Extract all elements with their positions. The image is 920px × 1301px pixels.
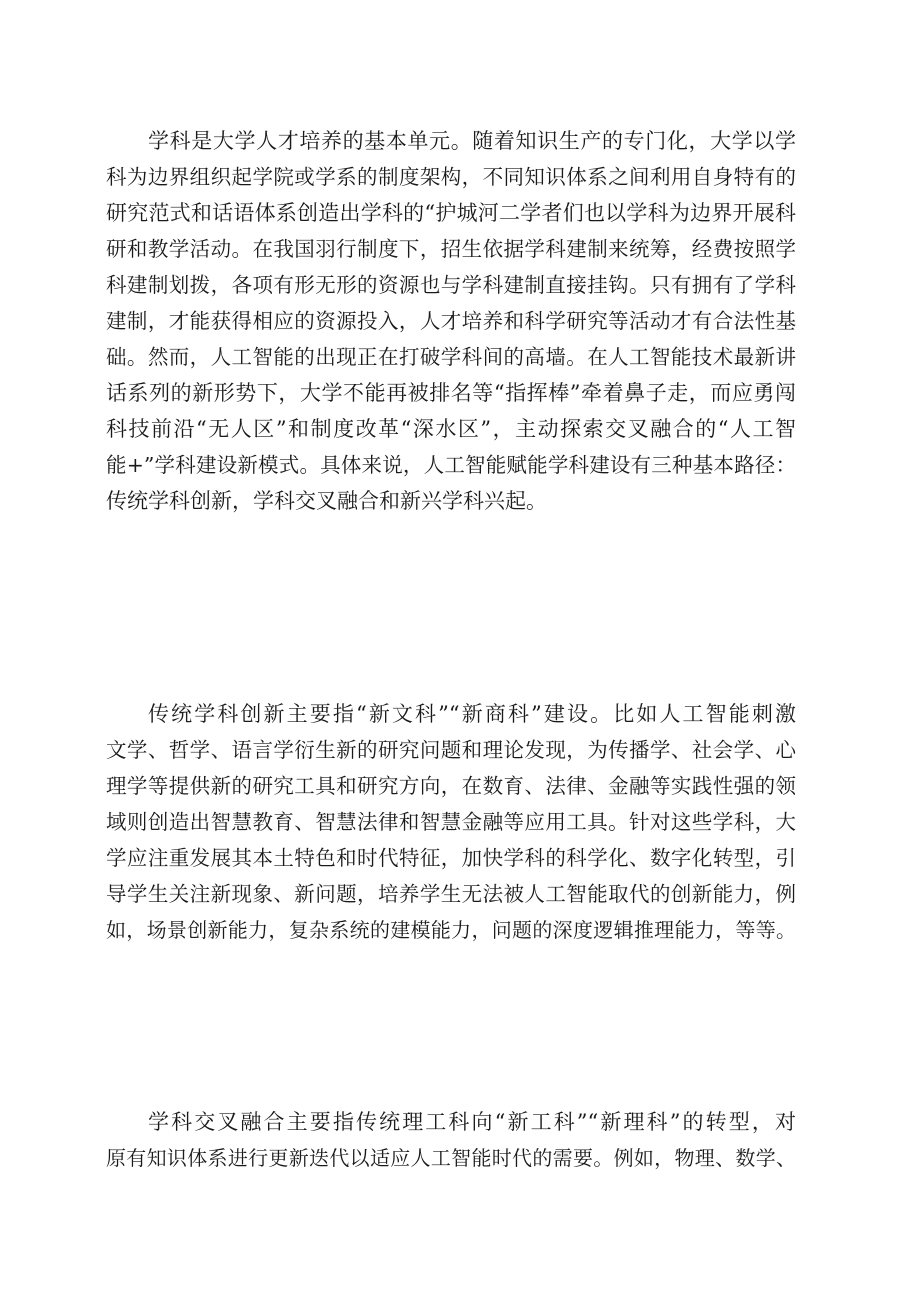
paragraph-line: 传统学科创新，学科交叉融合和新兴学科兴起。 <box>106 489 547 513</box>
paragraph-line: 文学、哲学、语言学衍生新的研究问题和理论发现，为传播学、社会学、心 <box>106 738 796 762</box>
paragraph-line: 原有知识体系进行更新迭代以适应人工智能时代的需要。例如，物理、数学、 <box>106 1146 796 1170</box>
paragraph-line: 础。然而，人工智能的出现正在打破学科间的高墙。在人工智能技术最新讲 <box>106 345 796 369</box>
paragraph-line: 话系列的新形势下，大学不能再被排名等“指挥棒”牵着鼻子走，而应勇闯 <box>106 381 796 405</box>
paragraph-line: 科建制划拨，各项有形无形的资源也与学科建制直接挂钩。只有拥有了学科 <box>106 273 796 297</box>
paragraph-line: 传统学科创新主要指“新文科”“新商科”建设。比如人工智能刺激 <box>148 702 796 726</box>
paragraph-line: 学应注重发展其本土特色和时代特征，加快学科的科学化、数字化转型，引 <box>106 846 796 870</box>
paragraph-3 <box>106 1104 796 1176</box>
paragraph-line: 理学等提供新的研究工具和研究方向，在数育、法律、金融等实践性强的领 <box>106 774 796 798</box>
paragraph-line: 导学生关注新现象、新问题，培养学生无法被人工智能取代的创新能力，例 <box>106 882 796 906</box>
paragraph-line: 科为边界组织起学院或学系的制度架构，不同知识体系之间利用自身特有的 <box>106 165 796 189</box>
paragraph-1 <box>106 123 796 519</box>
paragraph-2 <box>106 696 796 948</box>
paragraph-line: 建制，才能获得相应的资源投入，人才培养和科学研究等活动才有合法性基 <box>106 309 796 333</box>
paragraph-line: 学科交叉融合主要指传统理工科向“新工科”“新理科”的转型，对 <box>148 1110 796 1134</box>
paragraph-line: 研和教学活动。在我国羽行制度下，招生依据学科建制来统筹，经费按照学 <box>106 237 796 261</box>
paragraph-line: 研究范式和话语体系创造出学科的“护城河二学者们也以学科为边界开展科 <box>106 201 796 225</box>
paragraph-line: 域则创造出智慧教育、智慧法律和智慧金融等应用工具。针对这些学科，大 <box>106 810 796 834</box>
paragraph-line: 如，场景创新能力，复杂系统的建模能力，问题的深度逻辑推理能力，等等。 <box>106 918 796 942</box>
paragraph-line: 学科是大学人才培养的基本单元。随着知识生产的专门化，大学以学 <box>148 129 796 153</box>
paragraph-line: 能+”学科建设新模式。具体来说，人工智能赋能学科建设有三种基本路径： <box>106 453 796 477</box>
paragraph-line: 科技前沿“无人区”和制度改革“深水区”，主动探索交叉融合的“人工智 <box>106 417 796 441</box>
